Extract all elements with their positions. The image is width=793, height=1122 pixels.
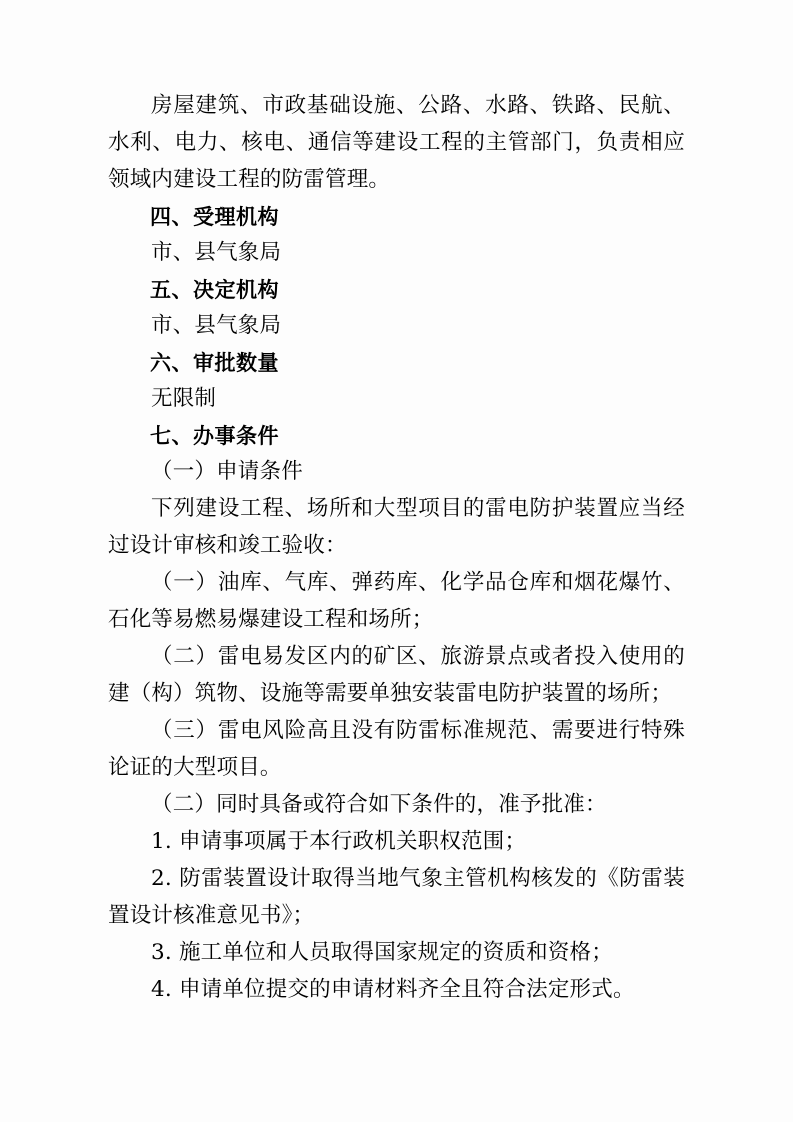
text-approval-quantity-value: 无限制 [151, 386, 217, 412]
paragraph-competent-departments: 房屋建筑、市政基础设施、公路、水路、铁路、民航、水利、电力、核电、通信等建设工程的主管部门，负责相应领域内建设工程的防雷管理。 [108, 93, 685, 192]
heading-deciding-authority: 五、决定机构 [150, 277, 279, 302]
paragraph-item-3: （三）雷电风险高且没有防雷标准规范、需要进行特殊论证的大型项目。 [108, 718, 685, 780]
heading-approval-quantity: 六、审批数量 [150, 351, 279, 376]
heading-accepting-authority: 四、受理机构 [150, 204, 279, 229]
text-application-conditions-title: （一）申请条件 [151, 459, 303, 485]
paragraph-condition-1: 1. 申请事项属于本行政机关职权范围； [151, 828, 527, 854]
paragraph-condition-3: 3. 施工单位和人员取得国家规定的资质和资格； [151, 939, 613, 965]
paragraph-item-1: （一）油库、气库、弹药库、化学品仓库和烟花爆竹、石化等易燃易爆建设工程和场所； [108, 570, 685, 633]
paragraph-condition-2: 2. 防雷装置设计取得当地气象主管机构核发的《防雷装置设计核准意见书》； [108, 865, 685, 928]
document-body [108, 88, 685, 1009]
text-accepting-authority-value: 市、县气象局 [151, 240, 282, 266]
text-deciding-authority-value: 市、县气象局 [151, 313, 282, 339]
paragraph-condition-4: 4. 申请单位提交的申请材料齐全且符合法定形式。 [151, 976, 635, 1002]
paragraph-approval-conditions-title: （二）同时具备或符合如下条件的，准予批准： [151, 791, 607, 817]
paragraph-item-2: （二）雷电易发区内的矿区、旅游景点或者投入使用的建（构）筑物、设施等需要单独安装雷电防护装置的场所； [108, 644, 685, 707]
paragraph-scope-intro: 下列建设工程、场所和大型项目的雷电防护装置应当经过设计审核和竣工验收： [108, 496, 685, 559]
heading-handling-conditions: 七、办事条件 [150, 424, 279, 449]
